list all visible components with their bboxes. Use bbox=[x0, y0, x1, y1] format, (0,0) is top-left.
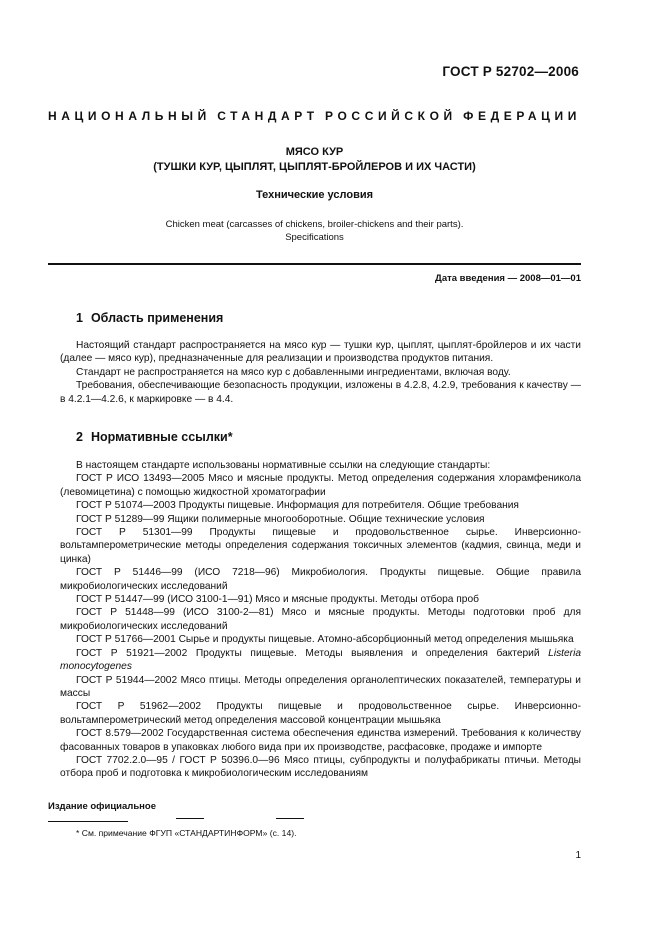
introduction-date: Дата введения — 2008—01—01 bbox=[435, 273, 581, 284]
paragraph: Настоящий стандарт распространяется на мясо кур — тушки кур, цыплят, цыплят-бройлеров и их части (далее — мясо кур), предназначенные для реализации и производства продуктов питания. bbox=[60, 340, 581, 365]
section-heading bbox=[76, 311, 223, 325]
reference-item: ГОСТ Р 51766—2001 Сырье и продукты пищевые. Атомно-абсорбционный метод определения мышьяка bbox=[76, 634, 574, 646]
references-list bbox=[60, 459, 581, 781]
national-title-word: ФЕДЕРАЦИИ bbox=[463, 109, 581, 123]
section-title: Область применения bbox=[90, 311, 224, 325]
reference-item: ГОСТ 7702.2.0—95 / ГОСТ Р 50396.0—96 Мясо птицы, субпродукты и полуфабрикаты птичьи. Методы отбора проб и подготовка к микробиологическим исследованиям bbox=[60, 754, 581, 780]
reference-item: ГОСТ Р 51962—2002 Продукты пищевые и продовольственное сырье. Инверсионно-вольтамперометрический метод определения массовой концентрации мышьяка bbox=[60, 701, 581, 726]
title-block bbox=[48, 145, 581, 244]
section-title: Нормативные ссылки* bbox=[90, 430, 233, 444]
document-title bbox=[48, 145, 581, 175]
footnote-divider bbox=[48, 821, 128, 822]
reference-item: ГОСТ Р 51447—99 (ИСО 3100-1—91) Мясо и мясные продукты. Методы отбора проб bbox=[76, 594, 479, 606]
paragraph: В настоящем стандарте использованы нормативные ссылки на следующие стандарты: bbox=[76, 460, 491, 471]
english-title-line: Chicken meat (carcasses of chickens, broiler-chickens and their parts). bbox=[165, 219, 464, 230]
title-line: (ТУШКИ КУР, ЦЫПЛЯТ, ЦЫПЛЯТ-БРОЙЛЕРОВ И ИХ ЧАСТИ) bbox=[153, 161, 476, 173]
reference-item: ГОСТ Р 51448—99 (ИСО 3100-2—81) Мясо и мясные продукты. Методы подготовки проб для микробиологических исследований bbox=[60, 607, 581, 632]
section-body bbox=[60, 339, 581, 406]
reference-item: ГОСТ Р 51446—99 (ИСО 7218—96) Микробиология. Продукты пищевые. Общие правила микробиологических исследований bbox=[60, 567, 581, 592]
national-standard-title bbox=[48, 109, 581, 123]
reference-item: ГОСТ Р 51289—99 Ящики полимерные многооборотные. Общие технические условия bbox=[76, 513, 485, 525]
reference-item: ГОСТ Р 51944—2002 Мясо птицы. Методы определения органолептических показателей, температуры и массы bbox=[60, 674, 581, 699]
reference-text: ГОСТ Р 51921—2002 Продукты пищевые. Методы выявления и определения бактерий bbox=[76, 647, 549, 659]
reference-item: ГОСТ Р 51074—2003 Продукты пищевые. Информация для потребителя. Общие требования bbox=[76, 500, 519, 512]
species-name: Listeria monocytogenes bbox=[60, 647, 581, 673]
reference-item bbox=[60, 647, 581, 674]
divider-mark bbox=[176, 818, 204, 819]
national-title-word: РОССИЙСКОЙ bbox=[325, 109, 457, 123]
title-line: МЯСО КУР bbox=[285, 146, 344, 158]
paragraph: Стандарт не распространяется на мясо кур с добавленными ингредиентами, включая воду. bbox=[76, 366, 511, 378]
national-title-word: СТАНДАРТ bbox=[217, 109, 319, 123]
standard-number: ГОСТ Р 52702—2006 bbox=[442, 64, 579, 79]
reference-item: ГОСТ Р ИСО 13493—2005 Мясо и мясные продукты. Метод определения содержания хлорамфеникола (левомицетина) с помощью жидкостной хроматографии bbox=[60, 473, 581, 498]
official-edition-label: Издание официальное bbox=[48, 801, 156, 812]
divider-mark bbox=[276, 818, 304, 819]
section-number: 1 bbox=[76, 311, 83, 325]
reference-item: ГОСТ Р 51301—99 Продукты пищевые и продовольственное сырье. Инверсионно-вольтамперометрические методы определения содержания токсичных элементов (кадмия, свинца, меди и цинка) bbox=[60, 527, 581, 565]
footnote: * См. примечание ФГУП «СТАНДАРТИНФОРМ» (с. 14). bbox=[76, 828, 297, 838]
page-number: 1 bbox=[575, 850, 581, 861]
national-title-word: НАЦИОНАЛЬНЫЙ bbox=[48, 109, 211, 123]
section-number: 2 bbox=[76, 430, 83, 444]
document-subtitle: Технические условия bbox=[255, 189, 374, 201]
section-heading bbox=[76, 430, 233, 444]
paragraph: Требования, обеспечивающие безопасность продукции, изложены в 4.2.8, 4.2.9, требования к качеству — в 4.2.1—4.2.6, к маркировке — в 4.4. bbox=[60, 380, 581, 405]
reference-item: ГОСТ 8.579—2002 Государственная система обеспечения единства измерений. Требования к количеству фасованных товаров в упаковках любого вида при их производстве, расфасовке, продаже и импорте bbox=[60, 728, 581, 753]
title-divider bbox=[48, 263, 581, 265]
english-title-line: Specifications bbox=[285, 232, 344, 243]
english-title bbox=[48, 218, 581, 244]
